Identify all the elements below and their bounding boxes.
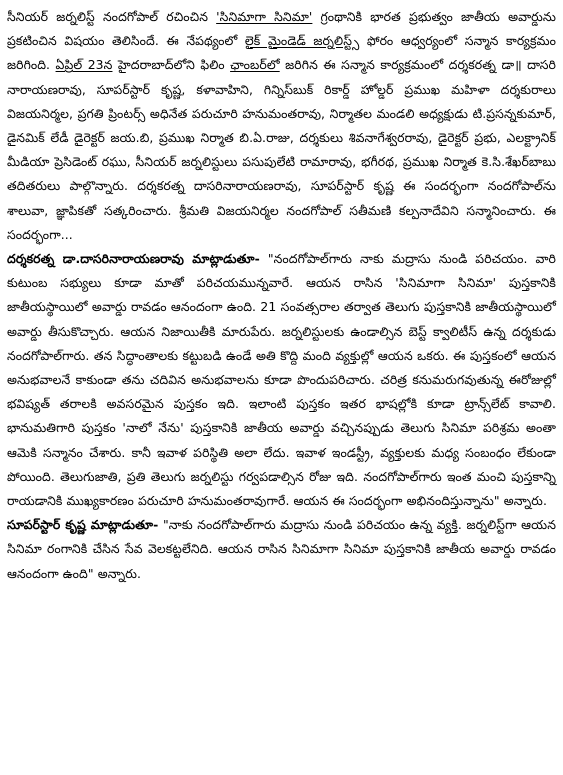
text-run: ఫోరం ఆధ్వర్యంలో సన్మాన కార్యక్రమం జరిగింది. xyxy=(7,33,557,73)
text-run: "నాకు నందగోపాల్‌గారు మద్రాసు నుండి పరిచయం ఉన్న వ్యక్తి. జర్నలిస్ట్‌గా ఆయన సినిమా రంగానికి చేసిన సేవ వెలకట్టలేనిది. ఆయన రాసిన సినిమాగా సినిమా పుస్తకానికి జాతీయ అవార్డు రావడం ఆనందంగా ఉంది" అన్నారు. xyxy=(7,517,556,581)
paragraph-dasari-speech xyxy=(7,247,556,513)
speaker-lead: దర్శకరత్న డా.దాసరినారాయణరావు మాట్లాడుతూ- xyxy=(7,251,260,267)
underlined-phrase: ఏప్రిల్ 23న xyxy=(55,57,113,73)
underlined-phrase: లైక్ మైండెడ్ జర్నలిస్ట్స్ xyxy=(244,33,360,49)
text-run: "నందగోపాల్‌గారు నాకు మద్రాసు నుండి పరిచయం. వారి కుటుంబ సభ్యులు కూడా మాతో పరిచయమున్నవారే. ఆయన రాసిన 'సినిమాగా సినిమా' పుస్తకానికి జాతీయస్థాయిలో అవార్డు రావడం ఆనందంగా ఉంది. 21 సంవత్సరాల తర్వాత తెలుగు పుస్తకానికి జాతీయస్థాయిలో అవార్డు తీసుకొచ్చారు. ఆయన నిజాయితీకి మారుపేరు. జర్నలిస్టులకు ఉండాల్సిన బెస్ట్ క్వాలిటీస్ ఉన్న దర్శకుడు నందగోపాల్‌గారు. తన సిద్ధాంతాలకు కట్టుబడి ఉండే అతి కొద్ది మంది వ్యక్తుల్లో ఆయన ఒకరు. ఈ పుస్తకంలో ఆయన అనుభవాలనే కాకుండా తను చదివిన అనుభవాలను కూడా పొందుపరిచారు. చరిత్ర కనుమరుగవుతున్న ఈరోజుల్లో భవిష్యత్ తరాలకి అవసరమైన పుస్తకం ఇది. ఇలాంటి పుస్తకం ఇతర భాషల్లోకి కూడా ట్రాన్స్‌లేట్ కావాలి. భానుమతిగారి పుస్తకం 'నాలో నేను' పుస్తకానికి జాతీయ అవార్డు వచ్చినప్పుడు తెలుగు సినిమా పరిశ్రమ అంతా ఆమెకి సన్మానం చేశారు. కానీ ఇవాళ పరిస్థితి అలా లేదు. ఇవాళ ఇండస్ట్రీ, వ్యక్తులకు మధ్య సంబంధం లేకుండా పోయింది. తెలుగుజాతి, ప్రతి తెలుగు జర్నలిస్టు గర్వపడాల్సిన రోజు ఇది. నందగోపాల్‌గారు ఇంత మంచి పుస్తకాన్ని రాయడానికి ముఖ్యకారణం పరుచూరి హనుమంతరావుగారే. ఆయన ఈ సందర్భంగా అభినందిస్తున్నాను" అన్నారు. xyxy=(7,251,556,509)
text-run: హైదరాబాద్‌లోని ఫిలిం xyxy=(112,57,231,73)
paragraph-body xyxy=(7,251,556,508)
paragraph-krishna-speech xyxy=(7,513,556,586)
speaker-lead: సూపర్‌స్టార్ కృష్ణ మాట్లాడుతూ- xyxy=(7,517,159,533)
text-run: సీనియర్ జర్నలిస్ట్ నందగోపాల్ రచించిన xyxy=(7,9,217,24)
underlined-phrase: ఛాంబర్‌లో xyxy=(230,57,280,73)
text-run: జరిగిన ఈ సన్మాన కార్యక్రమంలో దర్శకరత్న డా॥ దాసరి నారాయణరావు, సూపర్‌స్టార్ కృష్ణ, కళావాహిని, గిన్నిస్‌బుక్ రికార్డ్ హోల్డర్ ప్రముఖ మహిళా దర్శకురాలు విజయనిర్మల, ప్రగతి ప్రింటర్స్ అధినేత పరుచూరి హనుమంతరావు, నిర్మాతల మండలి అధ్యక్షుడు టి.ప్రసన్నకుమార్, డైనమిక్ లేడీ డైరెక్టర్ జయ.బి, ప్రముఖ నిర్మాత బి.ఏ.రాజు, దర్శకులు శివనాగేశ్వరరావు, డైరెక్టర్ ప్రభు, ఎలక్ట్రానిక్ మీడియా ప్రెసిడెంట్ రఘు, సీనియర్ జర్నలిస్టులు పసుపులేటి రామారావు, భగీరథ, ప్రముఖ నిర్మాత కె.సి.శేఖర్‌బాబు తదితరులు పాల్గొన్నారు. దర్శకరత్న దాసరినారాయణరావు, సూపర్‌స్టార్ కృష్ణ ఈ సందర్భంగా నందగోపాల్‌ను శాలువా, జ్ఞాపికతో సత్కరించారు. శ్రీమతి విజయనిర్మల నందగోపాల్ సతీమణి కల్పనాదేవిని సన్మానించారు. ఈ సందర్భంగా... xyxy=(7,57,557,242)
paragraph-event-report xyxy=(7,5,556,247)
paragraph-body xyxy=(7,9,556,242)
text-run: గ్రంథానికి భారత ప్రభుత్వం జాతీయ అవార్డును ప్రకటించిన విషయం తెలిసిందే. ఈ నేపథ్యంలో xyxy=(7,9,556,49)
underlined-phrase: 'సినిమాగా సినిమా' xyxy=(216,9,313,24)
